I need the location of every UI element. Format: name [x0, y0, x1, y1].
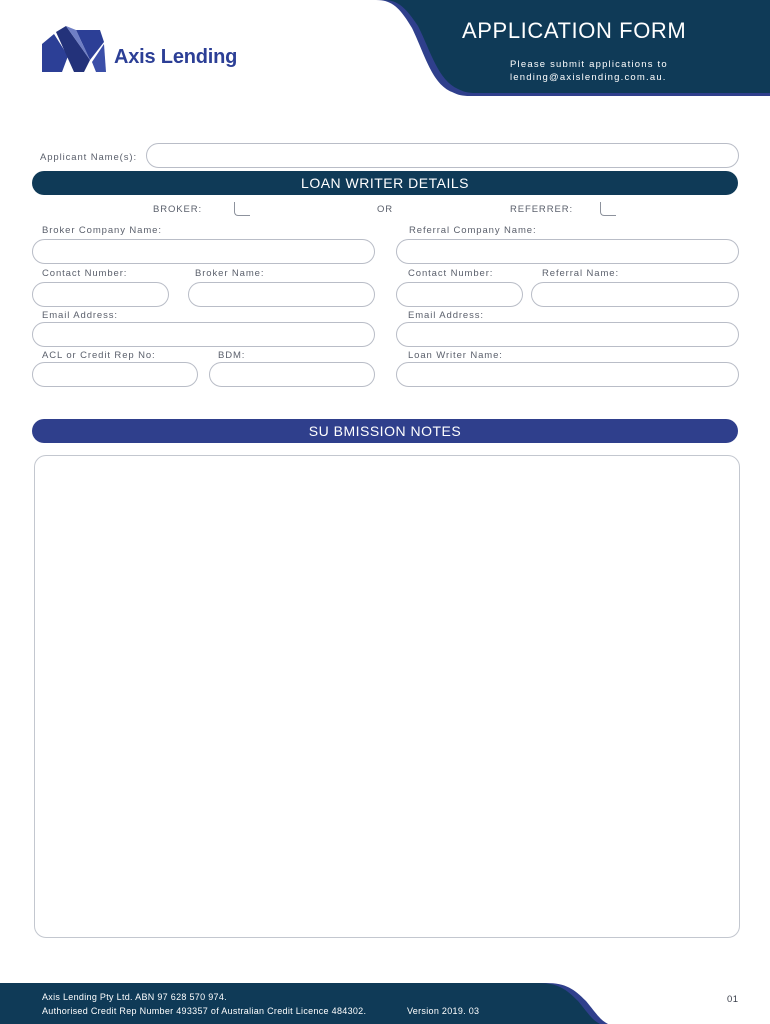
or-label: OR: [377, 204, 394, 215]
brand-name: Axis Lending: [114, 46, 238, 68]
applicant-name-field[interactable]: [146, 143, 739, 168]
loan-writer-details-heading-text: LOAN WRITER DETAILS: [301, 175, 469, 191]
submission-notes-heading-text: SU BMISSION NOTES: [308, 423, 462, 439]
page-number: 01: [727, 994, 739, 1005]
broker-checkbox[interactable]: [234, 202, 250, 216]
broker-name-field[interactable]: [188, 282, 375, 307]
broker-contact-number-field[interactable]: [32, 282, 169, 307]
loan-writer-details-heading: [32, 171, 738, 195]
form-title: APPLICATION FORM: [462, 18, 687, 43]
broker-contact-number-label: Contact Number:: [42, 268, 128, 279]
footer-company-line: Axis Lending Pty Ltd. ABN 97 628 570 974.: [42, 992, 227, 1002]
loan-writer-name-label: Loan Writer Name:: [408, 350, 503, 361]
broker-company-name-field[interactable]: [32, 239, 375, 264]
referral-contact-number-label: Contact Number:: [408, 268, 494, 279]
referrer-checkbox[interactable]: [600, 202, 616, 216]
referrer-label: REFERRER:: [510, 204, 573, 215]
axis-lending-logo-icon: [40, 26, 108, 76]
broker-name-label: Broker Name:: [195, 268, 265, 279]
loan-writer-name-field[interactable]: [396, 362, 739, 387]
referral-name-field[interactable]: [531, 282, 739, 307]
broker-email-address-label: Email Address:: [42, 310, 118, 321]
footer-banner: [0, 983, 770, 1024]
submission-notes-textarea[interactable]: [34, 455, 740, 938]
referral-company-name-field[interactable]: [396, 239, 739, 264]
broker-email-address-field[interactable]: [32, 322, 375, 347]
referral-contact-number-field[interactable]: [396, 282, 523, 307]
submission-instructions-line1: Please submit applications to: [510, 59, 668, 70]
broker-label: BROKER:: [153, 204, 203, 215]
bdm-label: BDM:: [218, 350, 246, 361]
brand-logo: [40, 26, 240, 82]
submission-instructions: [510, 58, 668, 84]
referral-company-name-label: Referral Company Name:: [409, 225, 537, 236]
bdm-field[interactable]: [209, 362, 375, 387]
acl-credit-rep-label: ACL or Credit Rep No:: [42, 350, 156, 361]
submission-notes-heading: [32, 419, 738, 443]
referral-email-address-field[interactable]: [396, 322, 739, 347]
referral-name-label: Referral Name:: [542, 268, 620, 279]
submission-email[interactable]: lending@axislending.com.au.: [510, 72, 667, 83]
referral-email-address-label: Email Address:: [408, 310, 484, 321]
footer-licence-line: Authorised Credit Rep Number 493357 of Australian Credit Licence 484302.: [42, 1006, 367, 1016]
broker-company-name-label: Broker Company Name:: [42, 225, 162, 236]
footer-version: Version 2019. 03: [407, 1006, 480, 1016]
acl-credit-rep-field[interactable]: [32, 362, 198, 387]
applicant-name-label: Applicant Name(s):: [40, 152, 137, 163]
